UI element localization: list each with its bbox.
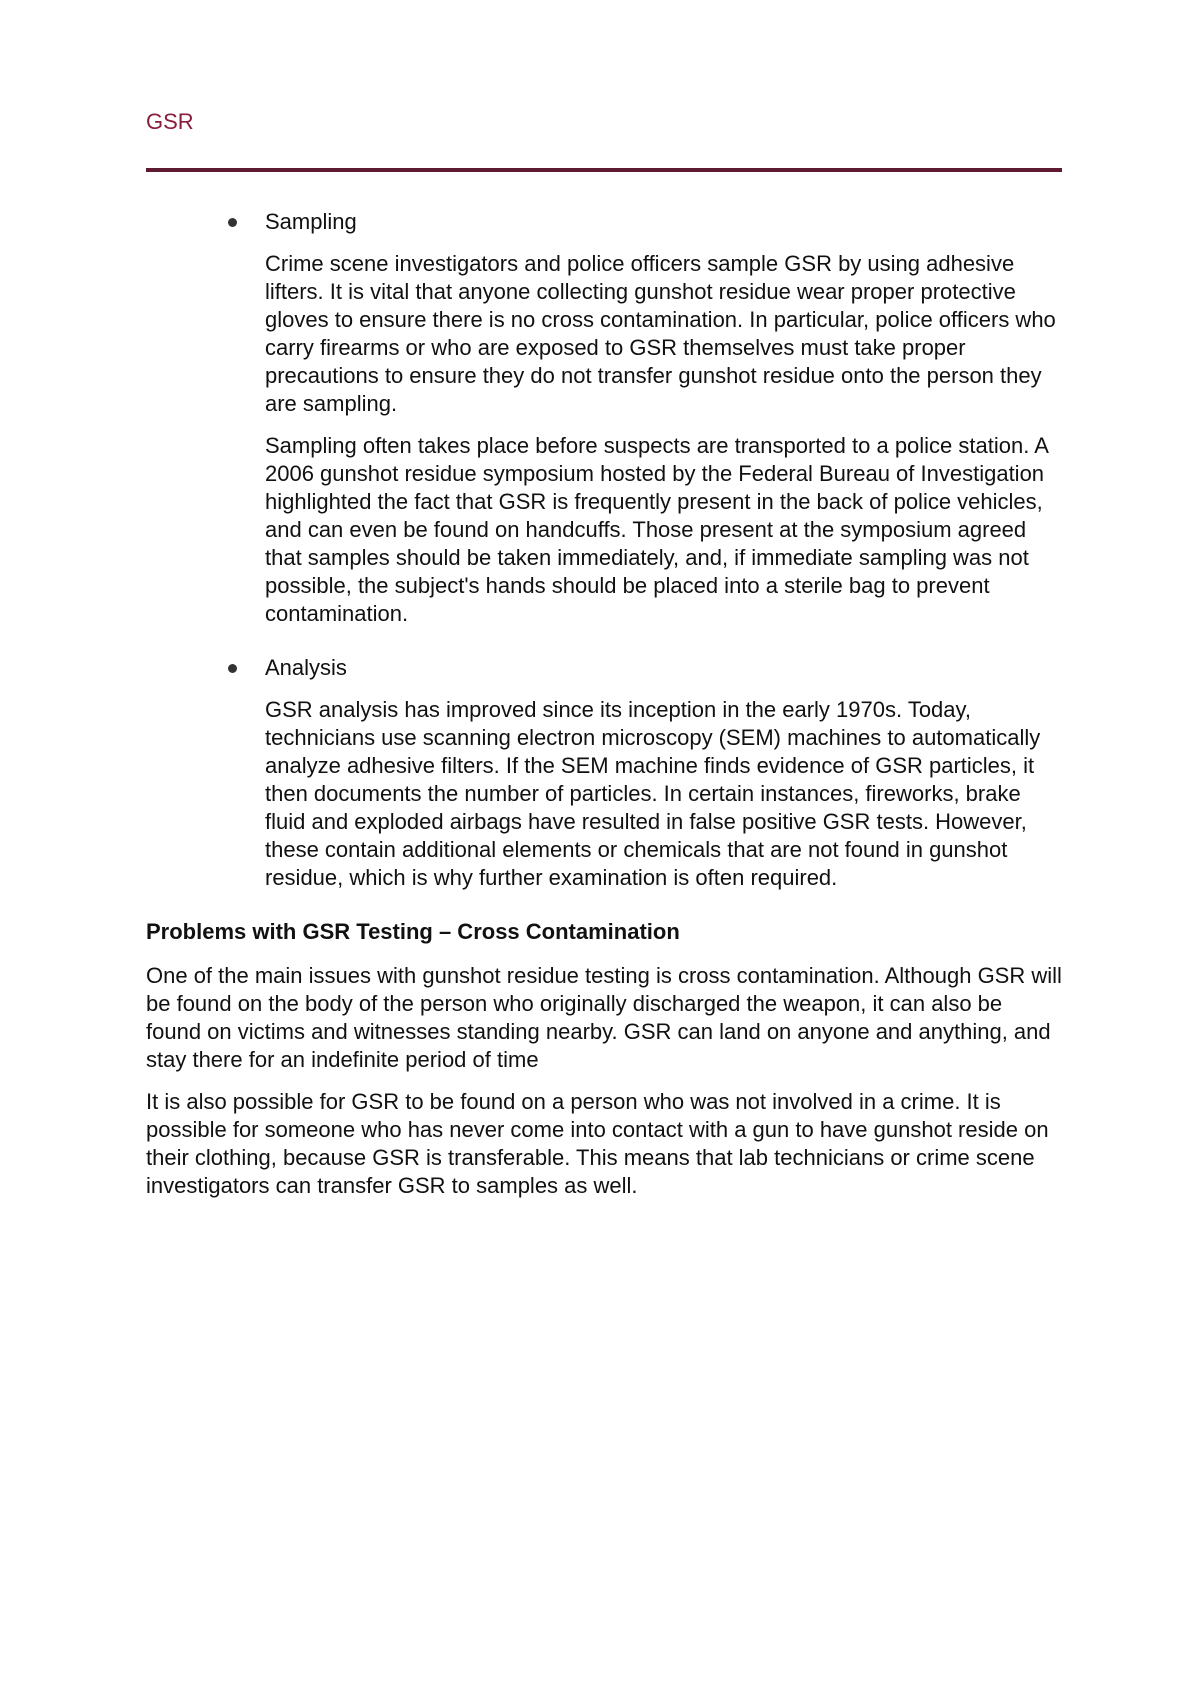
bullet-paragraph: Sampling often takes place before suspects are transported to a police station. A 2006 gunshot residue symposium hosted by the Federal Bureau of Investigation highlighted the fact that GSR is frequently present in the back of police vehicles, and can even be found on handcuffs. Those present at the symposium agreed that samples should be taken immediately, and, if immediate sampling was not possible, the subject's hands should be placed into a sterile bag to prevent contamination.: [265, 433, 1048, 626]
bullet-item-sampling: [146, 208, 1062, 628]
body-paragraph: It is also possible for GSR to be found on a person who was not involved in a crime. It is possible for someone who has never come into contact with a gun to have gunshot reside on their clothing, because GSR is transferable. This means that lab technicians or crime scene investigators can transfer GSR to samples as well.: [146, 1089, 1049, 1198]
bullet-dot-icon: [228, 664, 237, 673]
section-body: [146, 962, 1062, 1200]
header-divider: [146, 168, 1062, 172]
bullet-label: Sampling: [265, 209, 357, 234]
bullet-paragraph: GSR analysis has improved since its inception in the early 1970s. Today, technicians use scanning electron microscopy (SEM) machines to automatically analyze adhesive filters. If the SEM machine finds evidence of GSR particles, it then documents the number of particles. In certain instances, fireworks, brake fluid and exploded airbags have resulted in false positive GSR tests. However, these contain additional elements or chemicals that are not found in gunshot residue, which is why further examination is often required.: [265, 697, 1041, 890]
section-heading: Problems with GSR Testing – Cross Contamination: [146, 919, 680, 944]
bullet-list: [146, 208, 1062, 892]
bullet-label: Analysis: [265, 655, 347, 680]
bullet-dot-icon: [228, 218, 237, 227]
body-paragraph: One of the main issues with gunshot residue testing is cross contamination. Although GSR will be found on the body of the person who originally discharged the weapon, it can also be found on victims and witnesses standing nearby. GSR can land on anyone and anything, and stay there for an indefinite period of time: [146, 963, 1062, 1072]
bullet-item-analysis: [146, 654, 1062, 892]
running-header-title: GSR: [146, 109, 194, 134]
document-page: [146, 108, 1062, 1214]
bullet-paragraph: Crime scene investigators and police officers sample GSR by using adhesive lifters. It is vital that anyone collecting gunshot residue wear proper protective gloves to ensure there is no cross contamination. In particular, police officers who carry firearms or who are exposed to GSR themselves must take proper precautions to ensure they do not transfer gunshot residue onto the person they are sampling.: [265, 251, 1056, 416]
